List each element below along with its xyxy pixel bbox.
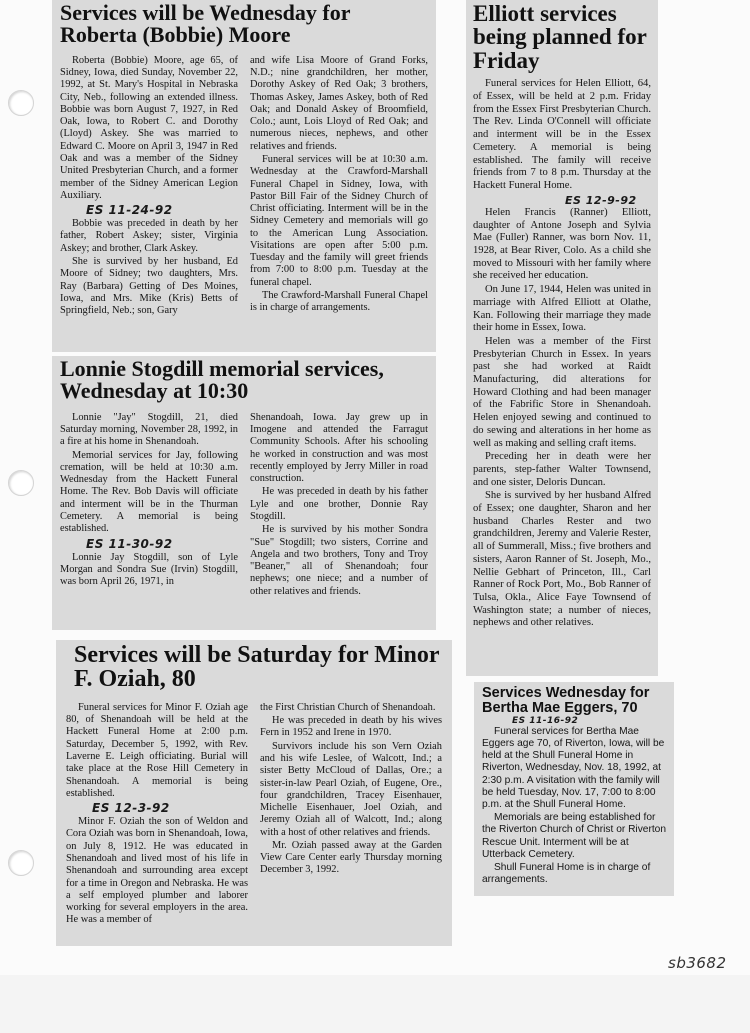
headline-stogdill: Lonnie Stogdill memorial services, Wednesday at 10:30 <box>60 356 384 404</box>
article-paragraph: Bobbie was preceded in death by her father, Robert Askey; sister, Virginia Askey; and brother, Clark Askey. <box>60 218 238 254</box>
clipping-oziah <box>56 640 452 946</box>
article-paragraph: Mr. Oziah passed away at the Garden View Care Center early Thursday morning December 3, 1992. <box>260 839 442 876</box>
article-body-elliott <box>473 78 651 630</box>
article-paragraph: He is survived by his mother Sondra "Sue" Stogdill; two sisters, Corrine and Angela and two brothers, Tony and Troy "Beaner," all of Shenandoah; four nephews; one niece; and a number of other relatives and friends. <box>250 524 428 597</box>
article-paragraph: the First Christian Church of Shenandoah. <box>260 701 436 713</box>
article-paragraph: Memorial services for Jay, following cremation, will be held at 10:30 a.m. Wednesday from the Hackett Funeral Home. The Rev. Bob Davis will officiate and interment will be in the Thurman Cemetery. A memorial is being established. <box>60 449 238 535</box>
punch-hole <box>8 470 34 496</box>
article-paragraph: Shull Funeral Home is in charge of arrangements. <box>482 862 651 886</box>
article-paragraph: Roberta (Bobbie) Moore, age 65, of Sidney, Iowa, died Sunday, November 22, 1992, at St. Mary's Hospital in Nebraska City, Neb., following an extended illness. Bobbie was born August 7, 1927, in Red Oak, Iowa, to Robert C. and Dorothy (Lloyd) Askey. She was married to Edward C. Moore on April 3, 1947 in Red Oak and was a member of the Sidney United Presbyterian Church, and a former member of the Sidney American Legion Auxiliary. <box>60 54 238 201</box>
article-column <box>60 55 238 318</box>
punch-hole <box>8 850 34 876</box>
article-paragraph: Survivors include his son Vern Oziah and his wife Leslee, of Walcott, Ind.; a sister Betty McCloud of Dallas, Ore.; a sister-in-law Pearl Oziah, of Eugene, Ore., four grandchildren, Tracey Eisenhauer, Michelle Eisenhauer, Joel Oziah, and Jeremy Oziah all of Walcott, Ind.; along with a host of other relatives and friends. <box>260 740 442 838</box>
article-paragraph: Helen was a member of the First Presbyterian Church in Essex. In years past she had worked at Raidt Manufacturing, did alterations for Howard Clothing and had been manager of the Fabrific Store in Shenandoah. Helen enjoyed sewing and continued to do sewing and alterations in her home as well as making and selling craft items. <box>473 335 651 449</box>
article-paragraph: She is survived by her husband, Ed Moore of Sidney; two daughters, Mrs. Ray (Barbara) Getting of Des Moines, Iowa, and Mrs. Mike (Kris) Betts of Springfield, Neb.; son, Gary <box>60 256 238 317</box>
article-paragraph: Funeral services for Bertha Mae Eggers age 70, of Riverton, Iowa, will be held at the Shull Funeral Home in Riverton, Wednesday, Nov. 18, 1992, at 2:30 p.m. A visitation with the family will be held Tuesday, Nov. 17, 7:00 to 8:00 p.m. at the Shull Funeral Home. <box>482 725 665 810</box>
page-stamp: sb3682 <box>668 954 727 972</box>
article-paragraph: He was preceded in death by his wives Fern in 1952 and Irene in 1970. <box>260 715 442 739</box>
headline-elliott: Elliott services being planned for Friday <box>473 1 647 73</box>
article-column <box>250 55 428 318</box>
clipping-moore <box>52 0 436 352</box>
headline-eggers: Services Wednesday for Bertha Mae Eggers, 70 <box>482 685 650 716</box>
clipping-stogdill <box>52 356 436 630</box>
article-paragraph: Funeral services for Helen Elliott, 64, of Essex, will be held at 2 p.m. Friday from the Essex First Presbyterian Church. The Rev. Linda O'Connell will officiate and interment will be in the Essex Cemetery. A memorial is being established. The family will receive friends from 7 to 8 p.m. Thursday at the Hackett Funeral Home. <box>473 78 651 191</box>
article-column <box>260 702 442 928</box>
handwritten-date: ES 11-16-92 <box>512 715 579 726</box>
article-column <box>66 702 248 928</box>
handwritten-date: ES 12-9-92 <box>565 193 637 207</box>
article-paragraph: Preceding her in death were her parents, step-father Walter Townsend, and one sister, Deloris Duncan. <box>473 451 651 488</box>
article-paragraph: Funeral services will be at 10:30 a.m. Wednesday at the Crawford-Marshall Funeral Chapel in Sidney, Iowa, with Pastor Bill Fair of the Sidney Church of Christ officiating. Interment will be in the Sidney Cemetery and memorials will go to the American Lung Association. Visitations are open after 5:00 p.m. Tuesday and the family will greet friends from 7:00 to 8:00 p.m. Tuesday at the funeral chapel. <box>250 154 428 288</box>
article-paragraph: Funeral services for Minor F. Oziah age 80, of Shenandoah will be held at the Hackett Funeral Home at 2:00 p.m. Saturday, December 5, 1992, with Rev. Laverne E. Leigh officiating. Burial will take place at the Rose Hill Cemetery in Shenandoah. A memorial is being established. <box>66 701 248 799</box>
article-body-moore <box>60 55 428 318</box>
headline-oziah: Services will be Saturday for Minor F. Oziah, 80 <box>74 642 440 693</box>
handwritten-date: ES 11-24-92 <box>86 203 173 218</box>
article-paragraph: Lonnie Jay Stogdill, son of Lyle Morgan and Sondra Sue (Irvin) Stogdill, was born April 26, 1971, in <box>60 551 238 588</box>
article-paragraph: Minor F. Oziah the son of Weldon and Cora Oziah was born in Shenandoah, Iowa, on July 8, 1912. He was educated in Shenandoah and lived most of his life in Shenandoah and surrounding area except for a time in Oregon and Nebraska. He was a self employed plumber and laborer working for several employers in the area. He was a member of <box>66 816 248 926</box>
handwritten-date: ES 11-30-92 <box>86 536 173 551</box>
clipping-eggers <box>474 682 674 896</box>
article-paragraph: Lonnie "Jay" Stogdill, 21, died Saturday morning, November 28, 1992, in a fire at his home in Shenandoah. <box>60 411 238 448</box>
article-paragraph: He was preceded in death by his father Lyle and one brother, Donnie Ray Stogdill. <box>250 486 428 522</box>
article-body-stogdill <box>60 412 428 599</box>
article-paragraph: She is survived by her husband Alfred of Essex; one daughter, Sharon and her husband Charles Rester and two grandchildren, Jeremy and Valerie Rester, all of Summerall, Miss.; five brothers and sisters, Aaron Ranner of St. Joseph, Mo., Nellie Gebhart of Princeton, Ill., Carl Ranner of Rock Port, Mo., Bob Ranner of Tulsa, Okla., Alice Faye Townsend of Washington state; a number of nieces, nephews and other relatives. <box>473 490 651 629</box>
headline-moore: Services will be Wednesday for Roberta (Bobbie) Moore <box>60 0 351 48</box>
article-paragraph: The Crawford-Marshall Funeral Chapel is in charge of arrangements. <box>250 289 428 314</box>
article-paragraph: Shenandoah, Iowa. Jay grew up in Imogene and attended the Farragut Community Schools. After his schooling he worked in construction and was most recently employed by Jerry Miller in road construction. <box>250 411 428 485</box>
article-paragraph: Helen Francis (Ranner) Elliott, daughter of Antone Joseph and Sylvia Mae (Fuller) Ranner, was born Nov. 11, 1928, at Bear River, Colo. As a child she moved to Missouri with her family where she received her education. <box>473 206 651 282</box>
article-paragraph: On June 17, 1944, Helen was united in marriage with Alfred Elliott at Olathe, Kan. Following their marriage they made their home in Essex, Iowa. <box>473 284 651 334</box>
clipping-elliott <box>466 0 658 676</box>
article-paragraph: and wife Lisa Moore of Grand Forks, N.D.; nine grandchildren, her mother, Dorothy Askey of Red Oak; 3 brothers, Thomas Askey, James Askey, both of Red Oak; and Donald Askey of Broomfield, Colo.; aunt, Lois Lloyd of Red Oak; and numerous nieces, nephews, and other relatives and friends. <box>250 54 428 152</box>
article-body-oziah <box>66 702 442 928</box>
handwritten-date: ES 12-3-92 <box>92 801 170 816</box>
article-column <box>250 412 428 599</box>
article-column <box>60 412 238 599</box>
punch-hole <box>8 90 34 116</box>
article-body-eggers <box>482 726 666 887</box>
article-paragraph: Memorials are being established for the Riverton Church of Christ or Riverton Rescue Unit. Interment will be at Utterback Cemetery. <box>482 812 667 860</box>
